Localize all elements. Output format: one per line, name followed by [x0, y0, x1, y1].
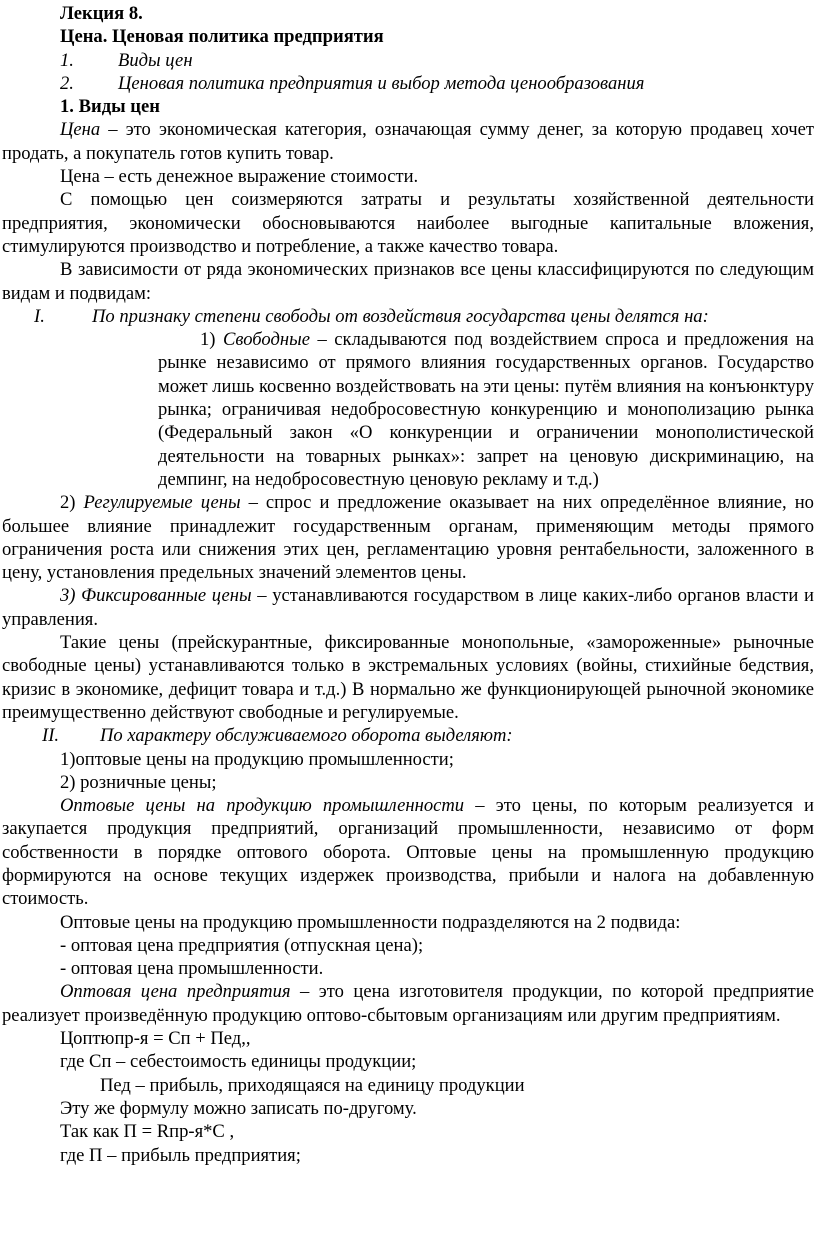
definition-text: – это экономическая категория, означающая сумму денег, за которую продавец хочет продать, а покупатель готов купить товар.	[2, 119, 814, 164]
toc-item	[2, 49, 814, 72]
definition-text: – это цены, по которым реализуется и закупается продукция предприятий, организаций промышленности, независимо от форм собственности в порядке оптового оборота. Оптовые цены на промышленную продукцию формируются на основе текущих издержек производства, прибыли и налога на добавленную стоимость.	[2, 795, 814, 910]
formula-legend: Пед – прибыль, приходящаяся на единицу продукции	[100, 1074, 525, 1096]
formula: Так как П = Rпр-я*С ,	[60, 1121, 235, 1143]
paragraph: Оптовые цены на продукцию промышленности подразделяются на 2 подвида:	[60, 911, 681, 933]
dash-item: - оптовая цена предприятия (отпускная цена);	[60, 934, 424, 956]
toc-item-number: 1.	[60, 49, 74, 71]
classification-heading-text: По характеру обслуживаемого оборота выделяют:	[100, 725, 513, 747]
toc-item-text: Ценовая политика предприятия и выбор метода ценообразования	[118, 72, 645, 94]
classification-heading-text: По признаку степени свободы от воздействия государства цены делятся на:	[92, 305, 709, 327]
term-wholesale: Оптовые цены на продукцию промышленности	[60, 795, 465, 817]
term-fixed: 3) Фиксированные цены	[60, 585, 252, 607]
wholesale-definition	[2, 794, 814, 910]
paragraph: Цена – есть денежное выражение стоимости.	[60, 166, 419, 188]
formula-legend: где Сп – себестоимость единицы продукции;	[60, 1051, 417, 1073]
term-regulated: Регулируемые цены	[83, 492, 241, 514]
list-item-number: 2)	[60, 492, 76, 514]
list-item-text: – спрос и предложение оказывает на них определённое влияние, но большее влияние принадлежит государственным органам, применяющим методы прямого ограничения роста или снижения этих цен, регламентацию уровня рентабельности, заложенного в цену, установления предельных значений элементов цены.	[2, 492, 814, 584]
paragraph: Эту же формулу можно записать по-другому.	[60, 1097, 417, 1119]
paragraph: В зависимости от ряда экономических признаков все цены классифицируются по следующим видам и подвидам:	[2, 259, 814, 304]
toc-item	[2, 72, 814, 95]
lecture-title: Цена. Ценовая политика предприятия	[60, 26, 384, 48]
list-item-number: 1)	[200, 329, 216, 351]
formula-legend: где П – прибыль предприятия;	[60, 1144, 301, 1166]
term-price: Цена	[60, 119, 101, 141]
roman-numeral: II.	[42, 725, 60, 747]
list-item-free-prices	[158, 328, 814, 491]
definition-text: – это цена изготовителя продукции, по которой предприятие реализует произведённую продукцию оптово-сбытовым организациям или другим предприятиям.	[2, 981, 814, 1026]
formula: Цоптюпр-я = Сп + Пед,,	[60, 1028, 251, 1050]
classification-heading	[2, 724, 814, 747]
list-item: 1)оптовые цены на продукцию промышленности;	[60, 748, 454, 770]
list-item-fixed-prices	[2, 584, 814, 631]
section-heading: 1. Виды цен	[60, 96, 160, 118]
paragraph: С помощью цен соизмеряются затраты и результаты хозяйственной деятельности предприятия, экономически обосновываются наиболее выгодные капитальные вложения, стимулируются производство и потребление, а также качество товара.	[2, 189, 814, 257]
term-free: Свободные	[223, 329, 310, 351]
term-enterprise-price: Оптовая цена предприятия	[60, 981, 291, 1003]
roman-numeral: I.	[34, 305, 45, 327]
list-item-regulated-prices	[2, 491, 814, 584]
paragraph: Такие цены (прейскурантные, фиксированные монопольные, «замороженные» рыночные свободные цены) устанавливаются только в экстремальных условиях (войны, стихийные бедствия, кризис в экономике, дефицит товара и т.д.) В нормально же функционирующей рыночной экономике преимущественно действуют свободные и регулируемые.	[2, 632, 814, 723]
definition-paragraph	[2, 118, 814, 165]
enterprise-price-definition	[2, 980, 814, 1027]
lecture-number: Лекция 8.	[60, 3, 143, 24]
toc-item-text: Виды цен	[118, 49, 193, 71]
list-item: 2) розничные цены;	[60, 771, 217, 793]
dash-item: - оптовая цена промышленности.	[60, 958, 324, 980]
list-item-text: – устанавливаются государством в лице каких-либо органов власти и управления.	[2, 585, 814, 630]
classification-heading	[2, 305, 814, 328]
list-item-text: – складываются под воздействием спроса и предложения на рынке независимо от прямого влияния государственных органов. Государство может лишь косвенно воздействовать на эти цены: путём влияния на конъюнктуру рынка; ограничивая недобросовестную конкуренцию и монополизацию рынка (Федеральный закон «О конкуренции и ограничении монополистической деятельности на товарных рынках»: запрет на ценовую дискриминацию, на демпинг, на недобросовестную ценовую рекламу и т.д.)	[158, 329, 814, 490]
toc-item-number: 2.	[60, 72, 74, 94]
